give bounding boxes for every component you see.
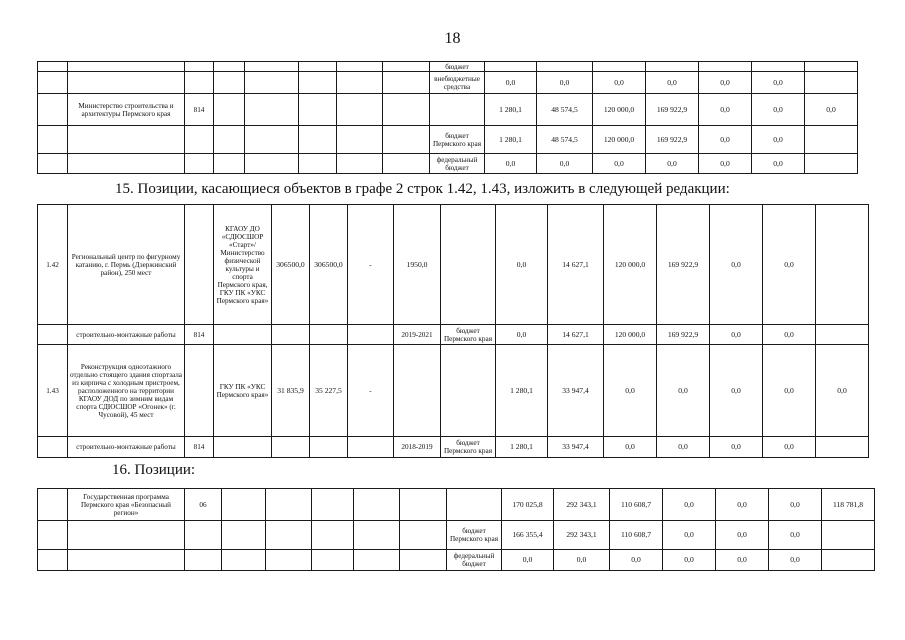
value-cell: 0,0	[663, 521, 716, 550]
cost-cell: 31 835,9	[272, 345, 310, 437]
value-cell: 0,0	[537, 72, 593, 94]
page-number: 18	[444, 30, 461, 47]
value-cell: 0,0	[710, 205, 763, 325]
code-cell: 814	[185, 94, 214, 126]
value-cell: 0,0	[604, 437, 657, 458]
value-cell: 0,0	[593, 72, 646, 94]
value-cell: 169 922,9	[646, 126, 699, 154]
work-type: строительно-монтажные работы	[68, 325, 185, 345]
table-row	[38, 345, 869, 437]
value-cell: 0,0	[610, 550, 663, 571]
value-cell: 0,0	[593, 154, 646, 174]
value-cell: 0,0	[716, 489, 769, 521]
value-cell: 0,0	[657, 345, 710, 437]
value-cell: 120 000,0	[604, 325, 657, 345]
work-type: строительно-монтажные работы	[68, 437, 185, 458]
funding-source: бюджет Пермского края	[441, 437, 496, 458]
capacity-cell: 1950,0	[394, 205, 441, 325]
value-cell: 0,0	[496, 205, 548, 325]
cost-cell: 306500,0	[272, 205, 310, 325]
value-cell: 1 280,1	[496, 345, 548, 437]
program-name: Государственная программа Пермского края «Безопасный регион»	[68, 489, 185, 521]
funding-source: федеральный бюджет	[430, 154, 485, 174]
value-cell: 1 280,1	[496, 437, 548, 458]
section-15-heading: 15. Позиции, касающиеся объектов в графе 2 строк 1.42, 1.43, изложить в следующей редакции:	[115, 181, 730, 197]
table-row	[38, 489, 875, 521]
value-cell: 14 627,1	[548, 325, 604, 345]
period-cell: 2018-2019	[394, 437, 441, 458]
row-number: 1.42	[38, 205, 68, 325]
value-cell: 48 574,5	[537, 126, 593, 154]
value-cell: 169 922,9	[657, 205, 710, 325]
object-name: Реконструкция одноэтажного отдельно стоящего здания спортзала из кирпича с холодным пристроем, расположенного на территории КГАОУ ДОД по зимним видам спорта СДЮСШОР «Огонек» (г. Чусовой), 45 мест	[68, 345, 185, 437]
value-cell: 0,0	[752, 72, 805, 94]
object-name: Региональный центр по фигурному катанию, г. Пермь (Дзержинский район), 250 мест	[68, 205, 185, 325]
value-cell: 0,0	[710, 345, 763, 437]
value-cell: 169 922,9	[657, 325, 710, 345]
value-cell: 0,0	[716, 521, 769, 550]
value-cell: 33 947,4	[548, 345, 604, 437]
value-cell: 0,0	[752, 154, 805, 174]
value-cell: 0,0	[710, 325, 763, 345]
value-cell: 292 343,1	[554, 521, 610, 550]
value-cell: 292 343,1	[554, 489, 610, 521]
value-cell: 0,0	[752, 94, 805, 126]
value-cell: 0,0	[496, 325, 548, 345]
value-cell: 0,0	[699, 72, 752, 94]
value-cell: 120 000,0	[593, 94, 646, 126]
value-cell: 170 025,8	[502, 489, 554, 521]
value-cell: 0,0	[554, 550, 610, 571]
value-cell: 0,0	[537, 154, 593, 174]
dash-cell: -	[348, 205, 394, 325]
table-row	[38, 550, 875, 571]
cost-cell: 35 227,5	[310, 345, 348, 437]
value-cell: 118 781,8	[822, 489, 875, 521]
value-cell: 0,0	[716, 550, 769, 571]
value-cell: 0,0	[763, 345, 816, 437]
table-row	[38, 521, 875, 550]
value-cell: 14 627,1	[548, 205, 604, 325]
section-16-heading: 16. Позиции:	[112, 462, 196, 478]
object-name: Министерство строительства и архитектуры Пермского края	[68, 94, 185, 126]
funding-source: бюджет Пермского края	[441, 325, 496, 345]
customer-cell: КГАОУ ДО «СДЮСШОР «Старт»/ Министерство физической культуры и спорта Пермского края, ГКУ ПК «УКС Пермского края»	[214, 205, 272, 325]
value-cell: 0,0	[485, 154, 537, 174]
value-cell: 1 280,1	[485, 94, 537, 126]
value-cell: 0,0	[769, 489, 822, 521]
period-cell: 2019-2021	[394, 325, 441, 345]
value-cell: 120 000,0	[604, 205, 657, 325]
value-cell: 0,0	[646, 72, 699, 94]
table-row	[38, 94, 858, 126]
objects-table	[37, 204, 869, 458]
funding-source: федеральный бюджет	[447, 550, 502, 571]
value-cell: 0,0	[699, 94, 752, 126]
value-cell: 120 000,0	[593, 126, 646, 154]
table-row	[38, 126, 858, 154]
value-cell: 169 922,9	[646, 94, 699, 126]
dash-cell: -	[348, 345, 394, 437]
value-cell: 0,0	[663, 550, 716, 571]
funding-source: бюджет	[430, 62, 485, 72]
value-cell: 33 947,4	[548, 437, 604, 458]
table-row	[38, 62, 858, 72]
row-number: 1.43	[38, 345, 68, 437]
funding-source: бюджет Пермского края	[430, 126, 485, 154]
value-cell: 0,0	[485, 72, 537, 94]
code-cell: 06	[185, 489, 222, 521]
value-cell: 0,0	[769, 550, 822, 571]
funding-source: бюджет Пермского края	[447, 521, 502, 550]
value-cell: 0,0	[816, 345, 869, 437]
value-cell: 0,0	[769, 521, 822, 550]
value-cell: 0,0	[657, 437, 710, 458]
value-cell: 0,0	[710, 437, 763, 458]
value-cell: 0,0	[646, 154, 699, 174]
value-cell: 0,0	[502, 550, 554, 571]
value-cell: 0,0	[604, 345, 657, 437]
table-row	[38, 325, 869, 345]
program-table	[37, 488, 875, 571]
table-row	[38, 205, 869, 325]
value-cell: 0,0	[699, 154, 752, 174]
cost-cell: 306500,0	[310, 205, 348, 325]
code-cell: 814	[185, 325, 214, 345]
value-cell: 0,0	[763, 437, 816, 458]
value-cell: 0,0	[752, 126, 805, 154]
table-row	[38, 437, 869, 458]
table-row	[38, 154, 858, 174]
customer-cell: ГКУ ПК «УКС Пермского края»	[214, 345, 272, 437]
value-cell: 48 574,5	[537, 94, 593, 126]
value-cell: 110 608,7	[610, 489, 663, 521]
value-cell: 0,0	[699, 126, 752, 154]
value-cell: 0,0	[763, 325, 816, 345]
value-cell: 110 608,7	[610, 521, 663, 550]
value-cell: 0,0	[805, 94, 858, 126]
table-row	[38, 72, 858, 94]
top-table	[37, 61, 858, 174]
value-cell: 166 355,4	[502, 521, 554, 550]
value-cell: 0,0	[763, 205, 816, 325]
value-cell: 1 280,1	[485, 126, 537, 154]
code-cell: 814	[185, 437, 214, 458]
value-cell: 0,0	[663, 489, 716, 521]
funding-source: внебюджетные средства	[430, 72, 485, 94]
